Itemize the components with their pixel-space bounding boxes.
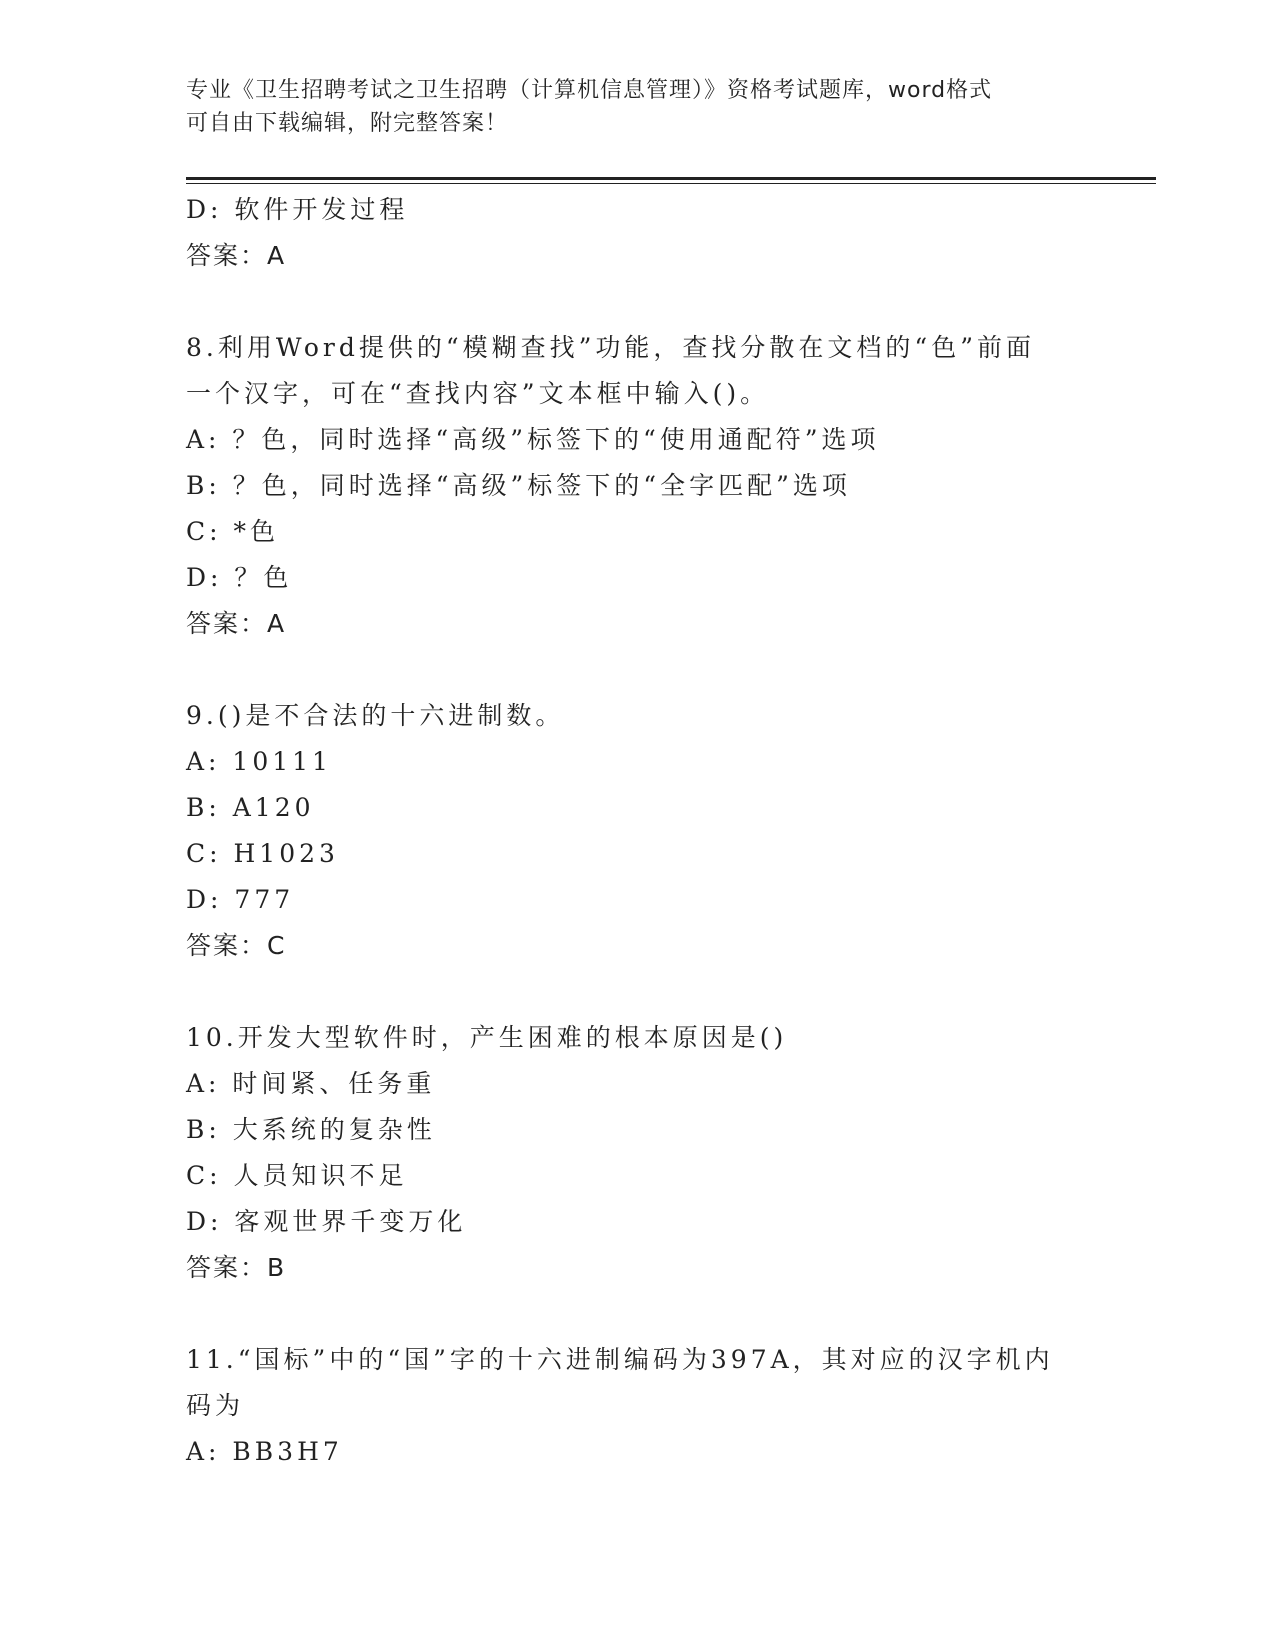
question-11 [186, 1337, 1086, 1475]
option-b: B: A120 [186, 793, 315, 822]
answer-line: 答案：C [186, 931, 287, 960]
document-header [186, 74, 1066, 140]
previous-question-tail [186, 187, 1086, 279]
spacer [186, 1291, 1086, 1337]
question-9 [186, 693, 1086, 969]
question-8 [186, 325, 1086, 647]
answer-line: 答案：B [186, 1253, 287, 1282]
option-c: C: 人员知识不足 [186, 1161, 408, 1190]
question-stem: 11.“国标”中的“国”字的十六进制编码为397A，其对应的汉字机内 [186, 1345, 1054, 1374]
option-b: B: ？色，同时选择“高级”标签下的“全字匹配”选项 [186, 471, 851, 500]
option-c: C: H1023 [186, 839, 339, 868]
spacer [186, 279, 1086, 325]
option-a: A: ？色，同时选择“高级”标签下的“使用通配符”选项 [186, 425, 880, 454]
option-d: D: 客观世界千变万化 [186, 1207, 467, 1236]
option-d: D: ？色 [186, 563, 293, 592]
option-a: A: BB3H7 [186, 1437, 343, 1466]
question-stem: 8.利用Word提供的“模糊查找”功能，查找分散在文档的“色”前面 [186, 333, 1035, 362]
question-stem-continued: 码为 [186, 1391, 245, 1420]
option-d: D: 777 [186, 885, 295, 914]
option-c: C: *色 [186, 517, 279, 546]
answer-line: 答案：A [186, 609, 287, 638]
option-a: A: 10111 [186, 747, 332, 776]
spacer [186, 969, 1086, 1015]
header-divider-thick [186, 177, 1156, 180]
option-a: A: 时间紧、任务重 [186, 1069, 436, 1098]
header-title-line-2: 可自由下载编辑，附完整答案！ [186, 111, 509, 136]
answer-line: 答案：A [186, 241, 287, 270]
spacer [186, 647, 1086, 693]
header-divider-thin [186, 183, 1156, 184]
question-stem: 9.()是不合法的十六进制数。 [186, 701, 565, 730]
option-d: D: 软件开发过程 [186, 195, 409, 224]
question-content [186, 187, 1086, 1475]
option-b: B: 大系统的复杂性 [186, 1115, 436, 1144]
header-title-line-1: 专业《卫生招聘考试之卫生招聘（计算机信息管理）》资格考试题库，word格式 [186, 78, 993, 103]
question-10 [186, 1015, 1086, 1291]
question-stem: 10.开发大型软件时，产生困难的根本原因是() [186, 1023, 788, 1052]
question-stem-continued: 一个汉字，可在“查找内容”文本框中输入()。 [186, 379, 770, 408]
